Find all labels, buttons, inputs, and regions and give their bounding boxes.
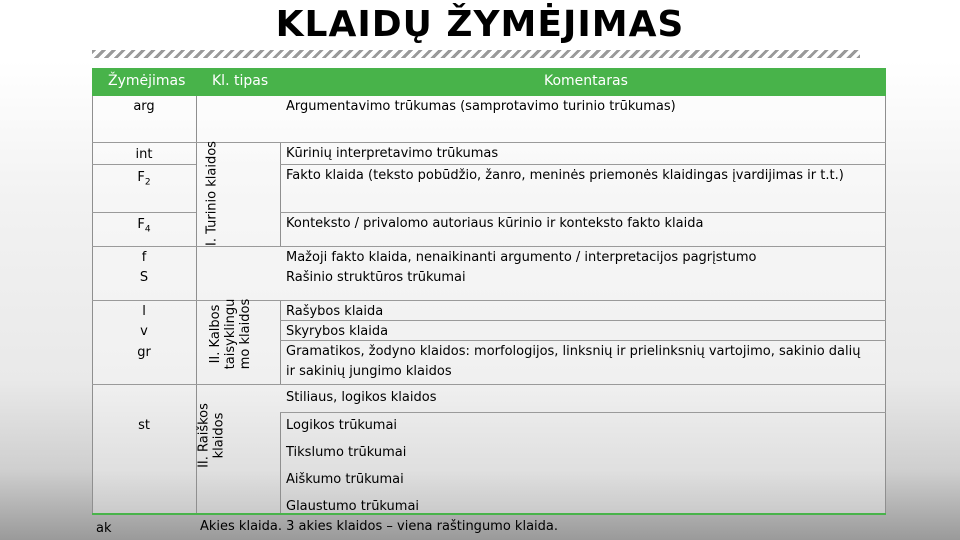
row-divider bbox=[92, 212, 196, 213]
comment-st-item: Logikos trūkumai bbox=[286, 418, 398, 433]
type-label-expression: II. Raiškos klaidos bbox=[196, 403, 227, 468]
grid-line bbox=[280, 412, 281, 514]
header-type: Kl. tipas bbox=[212, 73, 269, 89]
comment-v: Skyrybos klaida bbox=[286, 324, 389, 339]
comment-gr-line1: Gramatikos, žodyno klaidos: morfologijos, linksnių ir prielinksnių vartojimo, sakinio dalių bbox=[286, 344, 861, 359]
decorative-stripe bbox=[92, 50, 860, 58]
row-divider bbox=[280, 320, 886, 321]
comment-gr-line2: ir sakinių jungimo klaidos bbox=[286, 364, 452, 379]
comment-st-item: Aiškumo trūkumai bbox=[286, 472, 404, 487]
comment-f4: Konteksto / privalomo autoriaus kūrinio ir konteksto fakto klaida bbox=[286, 216, 704, 231]
row-divider bbox=[280, 412, 886, 413]
grid-line bbox=[280, 300, 281, 384]
code-v: v bbox=[140, 324, 148, 339]
comment-arg: Argumentavimo trūkumas (samprotavimo turinio trūkumas) bbox=[286, 99, 676, 114]
comment-st-item: Tikslumo trūkumai bbox=[286, 445, 407, 460]
code-s: S bbox=[139, 270, 149, 285]
comment-st-heading: Stiliaus, logikos klaidos bbox=[286, 390, 437, 405]
footer-text: Akies klaida. 3 akies klaidos – viena raštingumo klaida. bbox=[200, 519, 558, 534]
code-f: f bbox=[141, 250, 147, 265]
row-divider bbox=[92, 164, 196, 165]
grid-line bbox=[885, 96, 886, 514]
comment-st-item: Glaustumo trūkumai bbox=[286, 499, 420, 514]
code-gr: gr bbox=[137, 345, 151, 360]
comment-f: Mažoji fakto klaida, nenaikinanti argumento / interpretacijos pagrįstumo bbox=[286, 250, 757, 265]
row-divider bbox=[280, 164, 886, 165]
row-divider bbox=[280, 340, 886, 341]
comment-f2: Fakto klaida (teksto pobūdžio, žanro, meninės priemonės klaidingas įvardijimas ir t.t.) bbox=[286, 168, 844, 183]
code-int: int bbox=[135, 147, 153, 162]
code-f4: $F_4$ bbox=[137, 217, 151, 235]
grid-line bbox=[280, 142, 281, 246]
comment-int: Kūrinių interpretavimo trūkumas bbox=[286, 146, 499, 161]
header-code: Žymėjimas bbox=[108, 73, 186, 89]
row-divider bbox=[280, 212, 886, 213]
code-l: l bbox=[142, 304, 146, 319]
table-header bbox=[92, 68, 886, 96]
footer-code: ak bbox=[96, 521, 112, 536]
comment-s: Rašinio struktūros trūkumai bbox=[286, 270, 466, 285]
code-arg: arg bbox=[133, 99, 155, 114]
header-comment: Komentaras bbox=[544, 73, 628, 89]
type-label-content: I. Turinio klaidos bbox=[204, 141, 220, 246]
comment-l: Rašybos klaida bbox=[286, 304, 384, 319]
code-st: st bbox=[138, 418, 150, 433]
type-label-language: II. Kalbos taisyklingu mo klaidos bbox=[208, 298, 253, 370]
page-title: KLAIDŲ ŽYMĖJIMAS bbox=[275, 4, 685, 45]
footer-divider bbox=[92, 513, 886, 515]
code-f2: $F_2$ bbox=[137, 170, 151, 188]
